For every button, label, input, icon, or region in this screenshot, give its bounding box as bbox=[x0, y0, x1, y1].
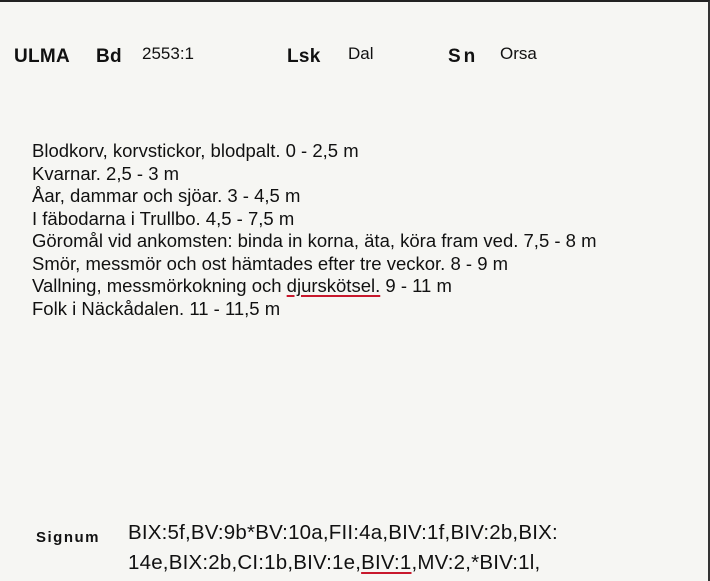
archive-number: 2553:1 bbox=[142, 44, 194, 63]
entry-text-after: 9 - 11 m bbox=[380, 275, 452, 296]
lsk-value: Dal bbox=[348, 44, 374, 63]
content-list bbox=[32, 140, 682, 320]
signum-text: 14e,BIX:2b,CI:1b,BIV:1e, bbox=[128, 551, 362, 574]
content-entry: Folk i Näckådalen. 11 - 11,5 m bbox=[32, 297, 281, 319]
signum-line bbox=[128, 548, 708, 578]
content-entry: Göromål vid ankomsten: binda in korna, äta, köra fram ved. 7,5 - 8 m bbox=[32, 230, 597, 251]
signum-text: ,MV:2,*BIV:1l, bbox=[411, 551, 541, 574]
card-header bbox=[14, 46, 694, 76]
archive-label: ULMA bbox=[14, 46, 71, 67]
content-entry: Smör, messmör och ost hämtades efter tre veckor. 8 - 9 m bbox=[32, 252, 509, 274]
content-entry: I fäbodarna i Trullbo. 4,5 - 7,5 m bbox=[32, 207, 295, 229]
signum-codes bbox=[128, 518, 708, 578]
content-entry: Blodkorv, korvstickor, blodpalt. 0 - 2,5 m bbox=[32, 140, 359, 161]
content-entry: Åar, dammar och sjöar. 3 - 4,5 m bbox=[32, 185, 301, 206]
sn-label: Sn bbox=[448, 46, 479, 67]
signum-line: BIX:5f,BV:9b*BV:10a,FII:4a,BIV:1f,BIV:2b,BIX: bbox=[128, 521, 558, 544]
content-entry bbox=[32, 275, 682, 298]
signum-label: Signum bbox=[36, 529, 100, 546]
underlined-signum: BIV:1 bbox=[361, 551, 412, 574]
sn-value: Orsa bbox=[500, 44, 537, 63]
lsk-label: Lsk bbox=[287, 46, 321, 67]
entry-text-before: Vallning, messmörkokning och bbox=[32, 275, 287, 296]
underlined-term: djurskötsel. bbox=[286, 275, 381, 296]
bd-label: Bd bbox=[96, 46, 122, 67]
content-entry: Kvarnar. 2,5 - 3 m bbox=[32, 162, 180, 184]
